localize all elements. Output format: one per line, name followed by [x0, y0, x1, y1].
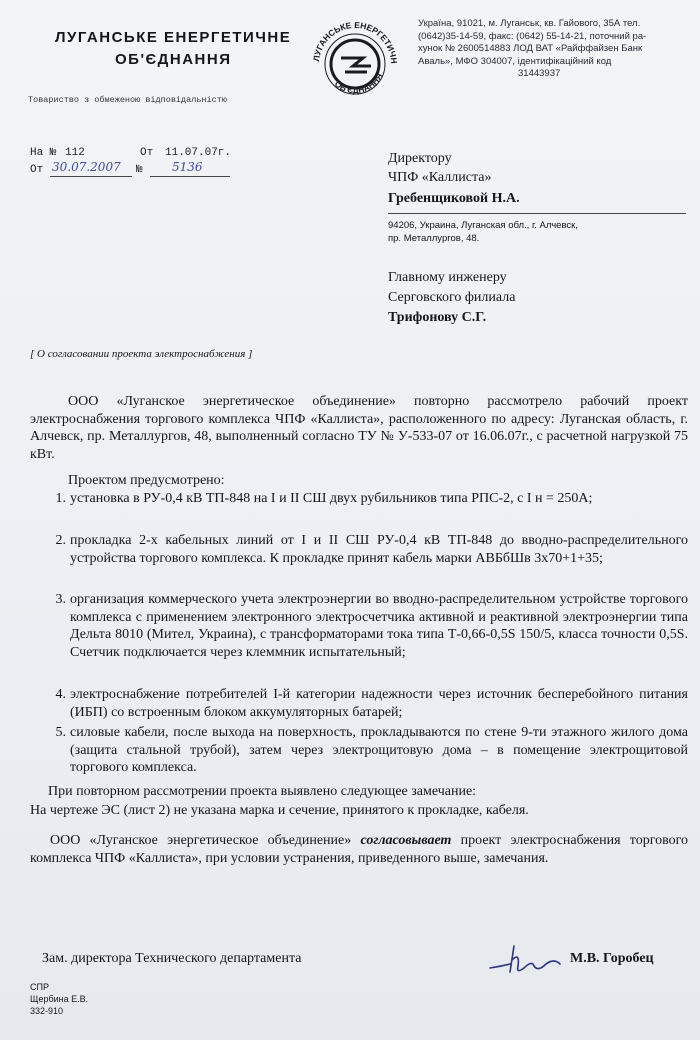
- list-item-number: 5.: [55, 725, 66, 740]
- list-item-text: организация коммерческого учета электроэнергии во вводно-распределительном устройстве торгового комплекса с применением электронного электросчетчика активной и реактивной электроэнергии типа Дельта 8010 (Мител, Украина), с трансформаторами тока типа Т-0,66-0,5S 150/5, класса точности 0,5S. Счетчик подключается через клеммник испытательный;: [70, 592, 688, 661]
- handwritten-signature: [488, 938, 568, 978]
- svg-text:ОБ'ЄДНАННЯ: [333, 71, 385, 95]
- org-name-line2: ОБ'ЄДНАННЯ: [115, 51, 232, 68]
- list-item: [26, 724, 688, 777]
- recipient2-branch: Серговского филиала: [388, 290, 516, 305]
- list-item-text: прокладка 2-х кабельных линий от I и II СШ РУ-0,4 кВ ТП-848 до вводно-распределительного устройства торгового комплекса. К прокладке принят кабель марки АВБбШв 3х70+1+35;: [70, 533, 688, 566]
- conclusion-org: ООО «Луганское энергетическое объединение»: [50, 833, 352, 848]
- footer-phone: 332-910: [30, 1006, 64, 1016]
- list-item-number: 1.: [55, 491, 66, 506]
- conclusion-rest: проект электроснабжения торгового комплекса ЧПФ «Каллиста», при условии устранения, приведенного выше, замечания.: [30, 833, 689, 866]
- body-remark: На чертеже ЭС (лист 2) не указана марка и сечение, принятого к прокладке, кабеля.: [30, 803, 529, 818]
- org-address: [418, 18, 680, 81]
- signatory-title: Зам. директора Технического департамента: [42, 951, 302, 966]
- org-name-line1: ЛУГАНСЬКЕ ЕНЕРГЕТИЧНЕ: [55, 29, 292, 46]
- list-item: [26, 591, 688, 662]
- list-item-number: 3.: [55, 592, 66, 607]
- logo-emblem-icon: [305, 12, 405, 112]
- logo-text-bottom: ОБ'ЄДНАННЯ: [332, 71, 385, 96]
- body-conclusion: [30, 832, 688, 867]
- recipient1-company: ЧПФ «Каллиста»: [388, 170, 492, 185]
- ref-na-label: На №: [30, 147, 57, 159]
- footer-executor: Щербина Е.В.: [30, 994, 89, 1004]
- ref-ot2-label: От: [30, 164, 44, 176]
- company-logo: [305, 12, 405, 112]
- letter-subject: [ О согласовании проекта электроснабжения ]: [30, 348, 253, 360]
- conclusion-approves: согласовывает: [360, 833, 452, 848]
- footer-line1: СПР: [30, 982, 49, 992]
- address-line: Україна, 91021, м. Луганськ, кв. Гайового, 35А тел.: [418, 18, 641, 29]
- ref-num-handwritten: 5136: [172, 160, 203, 174]
- logo-text-top: ЛУГАНСЬКЕ ЕНЕРГЕТИЧН: [311, 19, 400, 65]
- ref-ot-label: От: [140, 147, 154, 159]
- address-line: (0642)35-14-59, факс: (0642) 55-14-21, поточний ра-: [418, 30, 647, 42]
- recipient2-name: Трифонову С.Г.: [388, 310, 487, 325]
- ref-date-underline: [50, 176, 132, 177]
- recipient1-address-line2: пр. Металлургов, 48.: [388, 233, 480, 244]
- list-item: [26, 490, 688, 508]
- ref-na-value: 112: [65, 147, 85, 159]
- list-item-number: 2.: [55, 533, 66, 548]
- org-subtitle: Товариство з обмеженою відповідальністю: [28, 95, 227, 105]
- recipient1-divider: [388, 213, 686, 214]
- address-line: хунок № 2600514883 ЛОД ВАТ «Райффайзен Банк: [418, 43, 643, 54]
- list-item: [26, 686, 688, 721]
- body-intro: ООО «Луганское энергетическое объединение» повторно рассмотрело рабочий проект электроснабжения торгового комплекса ЧПФ «Каллиста», расположенного по адресу: Луганская область, г. Алчевск, пр. Металлургов, 48, выполненный согласно ТУ № У-533-07 от 16.06.07г., с расчетной нагрузкой 75 кВт.: [30, 394, 688, 463]
- list-item-text: установка в РУ-0,4 кВ ТП-848 на I и II СШ двух рубильников типа РПС-2, с I н = 250А;: [70, 491, 593, 506]
- body-provided-label: Проектом предусмотрено:: [68, 473, 225, 488]
- signatory-name: М.В. Горобец: [570, 951, 654, 966]
- list-item: [26, 532, 688, 567]
- ref-ot-value: 11.07.07г.: [165, 147, 232, 159]
- recipient1-address-line1: 94206, Украина, Луганская обл., г. Алчевск,: [388, 220, 578, 231]
- recipient2-title: Главному инженеру: [388, 270, 507, 285]
- list-item-text: электроснабжение потребителей I-й категории надежности через источник бесперебойного питания (ИБП) со встроенным блоком аккумуляторных батарей;: [70, 687, 688, 720]
- recipient1-title: Директору: [388, 151, 452, 166]
- list-item-text: силовые кабели, после выхода на поверхность, прокладываются по стене 9-ти этажного жилого дома (защита стальной трубой), затем через электрощитовую дома – в помещение электрощитовой торгового комплекса.: [70, 725, 688, 776]
- ref-date-handwritten: 30.07.2007: [52, 160, 121, 174]
- list-item-number: 4.: [55, 687, 66, 702]
- svg-text:ЛУГАНСЬКЕ ЕНЕРГЕТИЧНЕ: [305, 12, 399, 64]
- address-line: 31443937: [518, 68, 561, 79]
- address-line: Аваль», МФО 304007, ідентифікаційний код: [418, 55, 612, 67]
- body-remark-intro: При повторном рассмотрении проекта выявлено следующее замечание:: [48, 784, 477, 799]
- ref-num-underline: [150, 176, 230, 177]
- recipient1-name: Гребенщиковой Н.А.: [388, 191, 520, 206]
- ref-num-label: №: [136, 164, 143, 176]
